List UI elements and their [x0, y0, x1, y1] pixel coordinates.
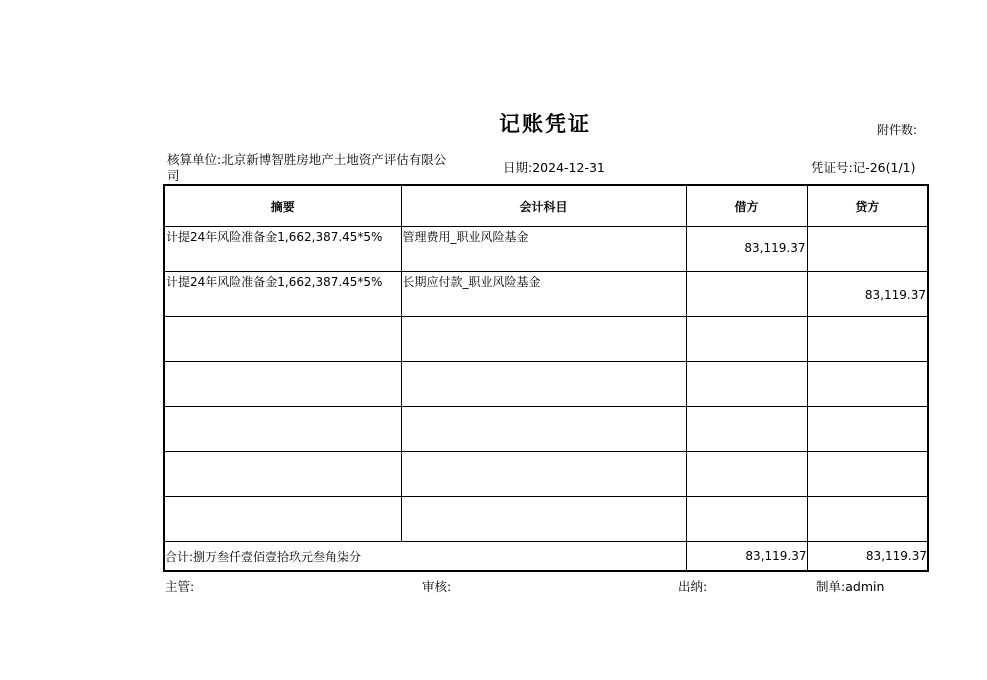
account-cell: [401, 407, 686, 452]
account-cell: 管理费用_职业风险基金: [401, 227, 686, 272]
summary-cell: [164, 362, 401, 407]
debit-cell: [686, 317, 807, 362]
voucher-date: [503, 158, 605, 176]
cashier-label: 出纳:: [678, 579, 708, 594]
voucher-number-label: 凭证号:: [811, 160, 853, 175]
attachments-label: 附件数:: [877, 123, 918, 137]
voucher-number: [811, 158, 916, 176]
account-cell: [401, 362, 686, 407]
total-label: 合计:捌万叁仟壹佰壹拾玖元叁角柒分: [164, 542, 686, 572]
credit-cell: 83,119.37: [807, 272, 928, 317]
unit-label: 核算单位:: [167, 152, 222, 167]
date-label: 日期:: [503, 160, 533, 175]
debit-cell: 83,119.37: [686, 227, 807, 272]
account-cell: [401, 497, 686, 542]
summary-cell: [164, 452, 401, 497]
total-debit: 83,119.37: [686, 542, 807, 572]
unit-name: 北京新博智胜房地产土地资产评估有限公: [221, 152, 447, 167]
summary-cell: 计提24年风险准备金1,662,387.45*5%: [164, 227, 401, 272]
table-row: [164, 407, 928, 452]
summary-cell: [164, 407, 401, 452]
account-cell: [401, 452, 686, 497]
total-credit: 83,119.37: [807, 542, 928, 572]
voucher-table: [163, 184, 929, 572]
debit-cell: [686, 497, 807, 542]
credit-cell: [807, 317, 928, 362]
table-row: [164, 497, 928, 542]
debit-cell: [686, 407, 807, 452]
preparer: [816, 577, 884, 595]
voucher-number-value: 记-26(1/1): [852, 160, 916, 175]
column-header-credit: 贷方: [807, 185, 928, 227]
column-header-summary: 摘要: [164, 185, 401, 227]
debit-cell: [686, 452, 807, 497]
preparer-name: admin: [845, 579, 885, 594]
table-row: [164, 362, 928, 407]
debit-cell: [686, 272, 807, 317]
reviewer-label: 审核:: [422, 579, 452, 594]
table-row: [164, 452, 928, 497]
account-cell: 长期应付款_职业风险基金: [401, 272, 686, 317]
column-header-debit: 借方: [686, 185, 807, 227]
total-row: [164, 542, 928, 572]
credit-cell: [807, 452, 928, 497]
summary-cell: 计提24年风险准备金1,662,387.45*5%: [164, 272, 401, 317]
table-row: [164, 272, 928, 317]
column-header-account: 会计科目: [401, 185, 686, 227]
credit-cell: [807, 497, 928, 542]
summary-cell: [164, 317, 401, 362]
supervisor-label: 主管:: [165, 579, 195, 594]
voucher-title: 记账凭证: [499, 112, 591, 136]
table-row: [164, 227, 928, 272]
preparer-label: 制单:: [816, 579, 846, 594]
credit-cell: [807, 407, 928, 452]
table-row: [164, 317, 928, 362]
accounting-unit: [167, 150, 446, 168]
debit-cell: [686, 362, 807, 407]
date-value: 2024-12-31: [532, 160, 605, 175]
summary-cell: [164, 497, 401, 542]
account-cell: [401, 317, 686, 362]
credit-cell: [807, 362, 928, 407]
unit-name-continued: 司: [167, 168, 180, 183]
credit-cell: [807, 227, 928, 272]
